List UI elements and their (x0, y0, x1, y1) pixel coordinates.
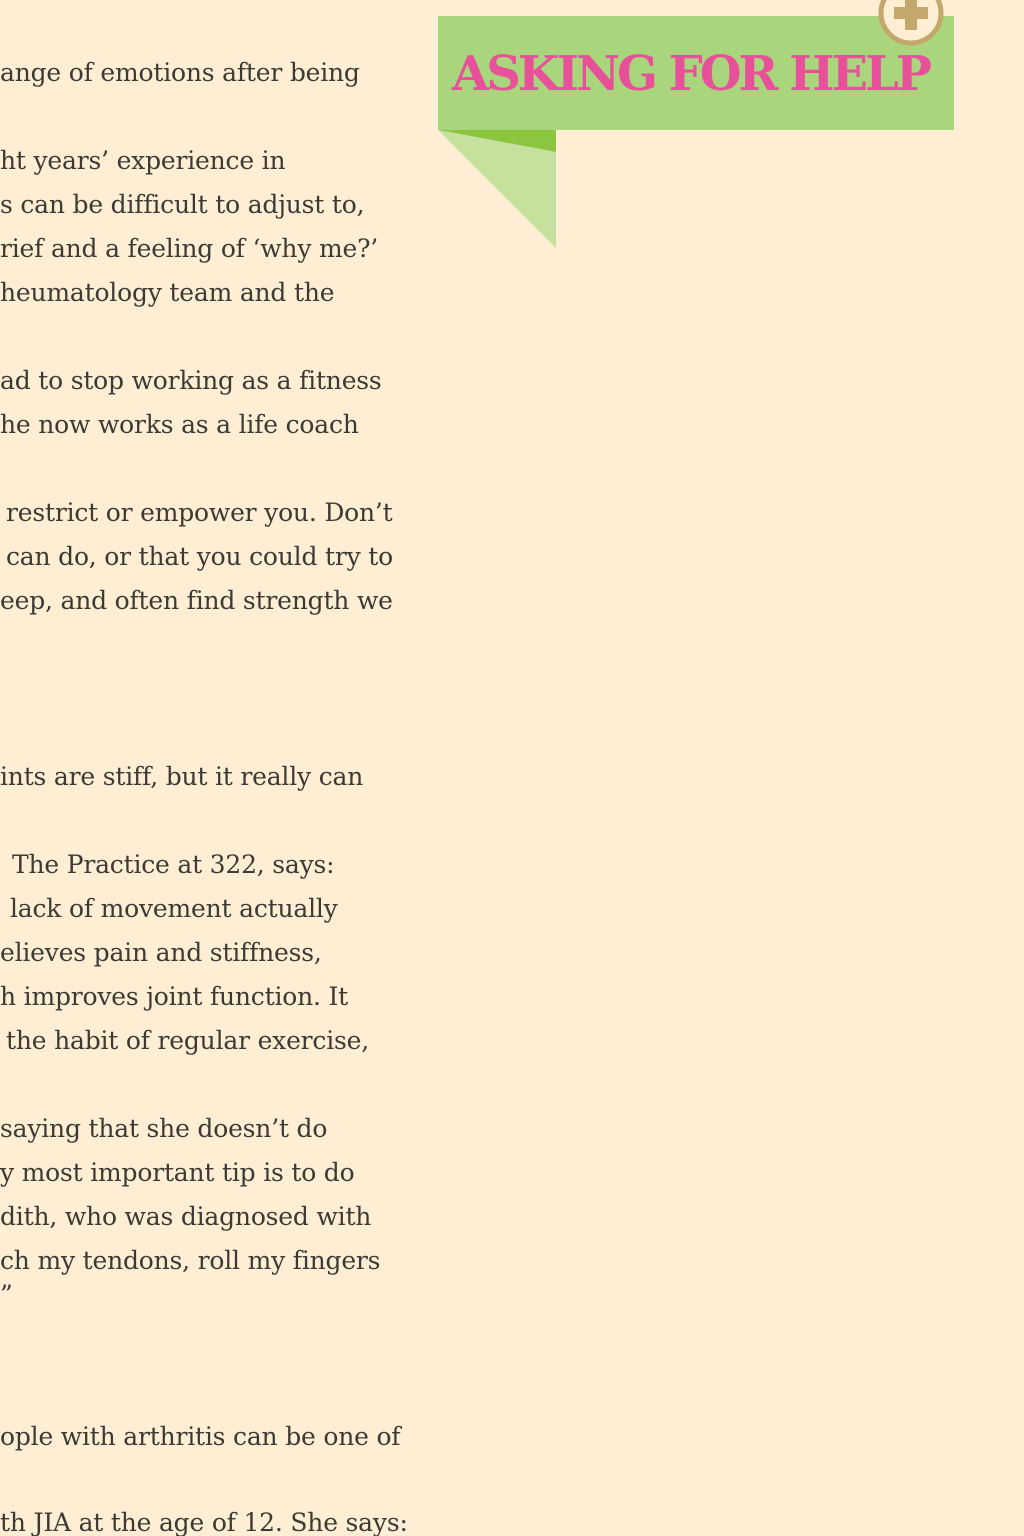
article-line: ” (0, 1280, 13, 1309)
banner-ribbon-fold (438, 130, 556, 250)
article-line: lack of movement actually (10, 894, 338, 923)
article-line: saying that she doesn’t do (0, 1114, 328, 1143)
article-line: ople with arthritis can be one of (0, 1422, 401, 1451)
article-line: restrict or empower you. Don’t (6, 498, 393, 527)
article-line: ints are stiff, but it really can (0, 762, 364, 791)
article-line: th JIA at the age of 12. She says: (0, 1508, 408, 1536)
article-line: the habit of regular exercise, (6, 1026, 369, 1055)
article-line: rief and a feeling of ‘why me?’ (0, 234, 379, 263)
article-text-column (0, 0, 420, 1536)
article-line: can do, or that you could try to (6, 542, 393, 571)
article-line: heumatology team and the (0, 278, 335, 307)
plus-icon (878, 0, 944, 46)
article-line: ch my tendons, roll my fingers (0, 1246, 381, 1275)
article-line: ange of emotions after being (0, 58, 360, 87)
article-line: ht years’ experience in (0, 146, 286, 175)
article-line: s can be difficult to adjust to, (0, 190, 365, 219)
article-line: y most important tip is to do (0, 1158, 355, 1187)
article-line: The Practice at 322, says: (12, 850, 335, 879)
section-banner (438, 16, 954, 130)
article-line: elieves pain and stiffness, (0, 938, 322, 967)
article-line: he now works as a life coach (0, 410, 359, 439)
article-line: ad to stop working as a fitness (0, 366, 382, 395)
banner-title: ASKING FOR HELP (452, 46, 929, 102)
article-line: dith, who was diagnosed with (0, 1202, 372, 1231)
article-line: h improves joint function. It (0, 982, 349, 1011)
article-line: eep, and often find strength we (0, 586, 393, 615)
